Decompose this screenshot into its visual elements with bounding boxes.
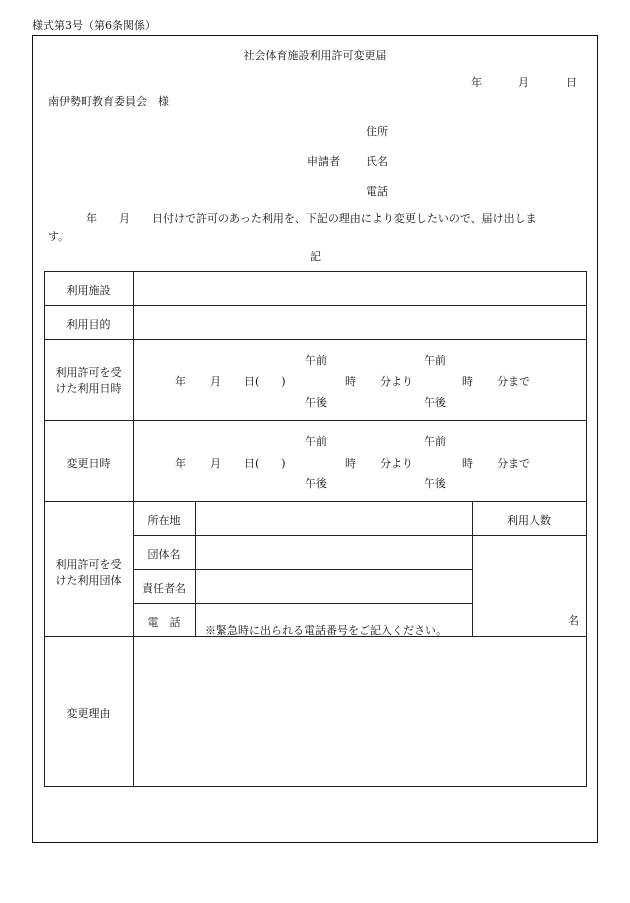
permitted-end-am: 午前 [424, 354, 446, 367]
users-count-label: 利用人数 [507, 514, 551, 527]
changed-end-pm: 午後 [424, 477, 446, 490]
responsible-label: 責任者名 [142, 582, 186, 595]
applicant-address-label: 住所 [366, 125, 388, 138]
date-day-label: 日 [566, 76, 577, 89]
changed-start-minute: 分より [380, 457, 413, 470]
changed-day: 日( ) [244, 457, 286, 470]
location-label: 所在地 [147, 514, 181, 527]
date-month-label: 月 [518, 76, 529, 89]
permitted-datetime-label-1: 利用許可を受 [55, 366, 122, 379]
changed-year: 年 [175, 457, 186, 470]
permitted-end-pm: 午後 [424, 396, 446, 409]
permitted-start-pm: 午後 [305, 396, 327, 409]
changed-start-am: 午前 [305, 435, 327, 448]
group-label-2: けた利用団体 [55, 574, 122, 587]
permitted-month: 月 [210, 375, 221, 388]
permitted-day: 日( ) [244, 375, 286, 388]
body-text-line1: 年 月 日付けで許可のあった利用を、下記の理由により変更したいので、届け出しま [86, 212, 537, 225]
body-text-line2: す。 [48, 230, 70, 243]
form-title: 社会体育施設利用許可変更届 [243, 49, 387, 62]
addressee: 南伊勢町教育委員会 様 [48, 95, 169, 108]
date-year-label: 年 [471, 76, 482, 89]
permitted-end-hour: 時 [462, 375, 473, 388]
reason-label: 変更理由 [66, 707, 111, 720]
applicant-name-label: 氏名 [366, 155, 388, 168]
changed-datetime-label: 変更日時 [66, 457, 111, 470]
permitted-year: 年 [175, 375, 186, 388]
changed-end-hour: 時 [462, 457, 473, 470]
form-number: 様式第3号（第6条関係） [32, 19, 156, 32]
facility-label: 利用施設 [66, 284, 111, 297]
changed-start-hour: 時 [345, 457, 356, 470]
phone-label: 電 話 [147, 616, 181, 629]
group-name-label: 団体名 [147, 548, 181, 561]
permitted-start-am: 午前 [305, 354, 327, 367]
changed-end-am: 午前 [424, 435, 446, 448]
users-unit: 名 [568, 614, 579, 627]
group-label-1: 利用許可を受 [55, 558, 122, 571]
purpose-label: 利用目的 [66, 318, 111, 331]
permitted-end-minute: 分まで [497, 375, 530, 388]
permitted-start-minute: 分より [380, 375, 413, 388]
phone-note: ※緊急時に出られる電話番号をご記入ください。 [205, 624, 447, 637]
changed-month: 月 [210, 457, 221, 470]
ki-mark: 記 [310, 250, 321, 263]
permitted-start-hour: 時 [345, 375, 356, 388]
changed-end-minute: 分まで [497, 457, 530, 470]
permitted-datetime-label-2: けた利用日時 [55, 382, 122, 395]
applicant-phone-label: 電話 [366, 185, 388, 198]
changed-start-pm: 午後 [305, 477, 327, 490]
applicant-label: 申請者 [307, 155, 340, 168]
